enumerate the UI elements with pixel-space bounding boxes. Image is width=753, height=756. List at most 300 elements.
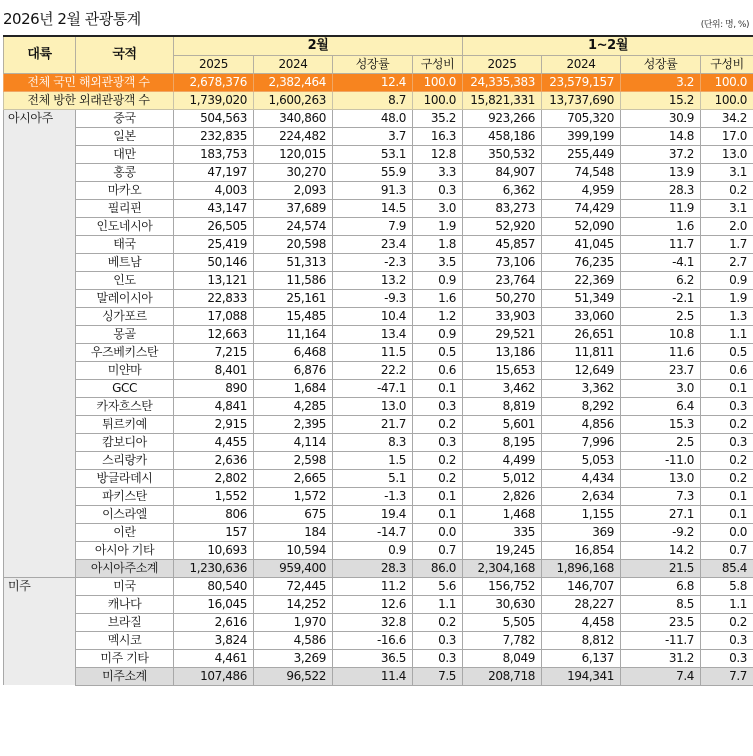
total-label: 전체 방한 외래관광객 수 <box>4 91 174 109</box>
table-row <box>4 433 753 451</box>
value-cell: 4,586 <box>254 631 333 649</box>
value-cell: 7.9 <box>333 217 413 235</box>
country-cell: 멕시코 <box>76 631 174 649</box>
value-cell: 15,485 <box>254 307 333 325</box>
country-cell: 중국 <box>76 109 174 127</box>
value-cell: 5,053 <box>542 451 621 469</box>
value-cell: -4.1 <box>621 253 701 271</box>
value-cell: 1.6 <box>621 217 701 235</box>
value-cell: 3.3 <box>413 163 463 181</box>
value-cell: 24,574 <box>254 217 333 235</box>
country-cell: 미주 기타 <box>76 649 174 667</box>
value-cell: 96,522 <box>254 667 333 685</box>
value-cell: 37.2 <box>621 145 701 163</box>
value-cell: -2.3 <box>333 253 413 271</box>
value-cell: 1,468 <box>463 505 542 523</box>
value-cell: 11.9 <box>621 199 701 217</box>
value-cell: 183,753 <box>174 145 254 163</box>
value-cell: 4,114 <box>254 433 333 451</box>
value-cell: 2,093 <box>254 181 333 199</box>
value-cell: 2,802 <box>174 469 254 487</box>
value-cell: 23.5 <box>621 613 701 631</box>
country-cell: 미얀마 <box>76 361 174 379</box>
value-cell: 6,876 <box>254 361 333 379</box>
value-cell: 3,462 <box>463 379 542 397</box>
region-cell <box>4 199 76 217</box>
region-cell <box>4 325 76 343</box>
region-cell <box>4 667 76 685</box>
table-row <box>4 199 753 217</box>
region-cell <box>4 307 76 325</box>
value-cell: 21.5 <box>621 559 701 577</box>
total-value: 1,600,263 <box>254 91 333 109</box>
value-cell: 10.4 <box>333 307 413 325</box>
value-cell: 0.3 <box>413 181 463 199</box>
country-cell: 아시아 기타 <box>76 541 174 559</box>
value-cell: 28,227 <box>542 595 621 613</box>
region-cell <box>4 541 76 559</box>
table-row <box>4 451 753 469</box>
value-cell: 4,003 <box>174 181 254 199</box>
value-cell: 50,270 <box>463 289 542 307</box>
total-value: 12.4 <box>333 73 413 91</box>
value-cell: 11.7 <box>621 235 701 253</box>
value-cell: 43,147 <box>174 199 254 217</box>
country-cell: 캐나다 <box>76 595 174 613</box>
value-cell: 23,764 <box>463 271 542 289</box>
value-cell: 51,313 <box>254 253 333 271</box>
value-cell: 55.9 <box>333 163 413 181</box>
value-cell: 13,186 <box>463 343 542 361</box>
value-cell: 3.5 <box>413 253 463 271</box>
region-cell <box>4 163 76 181</box>
value-cell: 91.3 <box>333 181 413 199</box>
value-cell: 16,854 <box>542 541 621 559</box>
value-cell: 11.6 <box>621 343 701 361</box>
value-cell: 8,401 <box>174 361 254 379</box>
subtotal-label: 미주소계 <box>76 667 174 685</box>
value-cell: 30.9 <box>621 109 701 127</box>
country-cell: 몽골 <box>76 325 174 343</box>
value-cell: 146,707 <box>542 577 621 595</box>
country-cell: 인도 <box>76 271 174 289</box>
value-cell: 2,826 <box>463 487 542 505</box>
value-cell: 2,616 <box>174 613 254 631</box>
value-cell: 0.2 <box>701 469 753 487</box>
value-cell: 13.0 <box>333 397 413 415</box>
subheader-month-3: 구성비 <box>413 55 463 73</box>
total-value: 2,382,464 <box>254 73 333 91</box>
country-cell: 필리핀 <box>76 199 174 217</box>
value-cell: 17,088 <box>174 307 254 325</box>
value-cell: 5,012 <box>463 469 542 487</box>
region-cell: 아시아주 <box>4 109 76 127</box>
country-cell: 파키스탄 <box>76 487 174 505</box>
value-cell: 0.7 <box>413 541 463 559</box>
value-cell: 7.3 <box>621 487 701 505</box>
value-cell: 7.7 <box>701 667 753 685</box>
value-cell: 6,362 <box>463 181 542 199</box>
value-cell: 224,482 <box>254 127 333 145</box>
subheader-month-0: 2025 <box>174 55 254 73</box>
region-cell <box>4 217 76 235</box>
value-cell: 11.4 <box>333 667 413 685</box>
country-cell: 캄보디아 <box>76 433 174 451</box>
value-cell: 6.4 <box>621 397 701 415</box>
total-value: 15,821,331 <box>463 91 542 109</box>
value-cell: 0.5 <box>701 343 753 361</box>
value-cell: 0.2 <box>701 451 753 469</box>
total-outbound-korean-row <box>4 73 753 91</box>
value-cell: 14.5 <box>333 199 413 217</box>
region-cell <box>4 631 76 649</box>
value-cell: 0.2 <box>701 613 753 631</box>
country-cell: 일본 <box>76 127 174 145</box>
region-cell <box>4 379 76 397</box>
value-cell: 0.2 <box>413 613 463 631</box>
value-cell: 2,598 <box>254 451 333 469</box>
value-cell: 0.1 <box>701 505 753 523</box>
value-cell: 30,630 <box>463 595 542 613</box>
value-cell: 3,824 <box>174 631 254 649</box>
value-cell: 14.8 <box>621 127 701 145</box>
subheader-cumulative-5: 2024 <box>542 55 621 73</box>
value-cell: 26,651 <box>542 325 621 343</box>
value-cell: 22,833 <box>174 289 254 307</box>
value-cell: 52,090 <box>542 217 621 235</box>
value-cell: 11,586 <box>254 271 333 289</box>
value-cell: 208,718 <box>463 667 542 685</box>
region-cell <box>4 559 76 577</box>
table-row <box>4 397 753 415</box>
value-cell: 4,285 <box>254 397 333 415</box>
value-cell: 8,292 <box>542 397 621 415</box>
table-row <box>4 649 753 667</box>
value-cell: 22,369 <box>542 271 621 289</box>
value-cell: 0.1 <box>701 379 753 397</box>
total-value: 23,579,157 <box>542 73 621 91</box>
country-cell: 말레이시아 <box>76 289 174 307</box>
table-row <box>4 325 753 343</box>
value-cell: 17.0 <box>701 127 753 145</box>
value-cell: 1.9 <box>413 217 463 235</box>
value-cell: 1,896,168 <box>542 559 621 577</box>
total-value: 15.2 <box>621 91 701 109</box>
total-value: 100.0 <box>413 73 463 91</box>
region-cell: 미주 <box>4 577 76 595</box>
value-cell: 4,499 <box>463 451 542 469</box>
value-cell: 13,121 <box>174 271 254 289</box>
value-cell: 4,455 <box>174 433 254 451</box>
value-cell: 1.1 <box>701 325 753 343</box>
value-cell: 41,045 <box>542 235 621 253</box>
value-cell: 232,835 <box>174 127 254 145</box>
table-row <box>4 469 753 487</box>
value-cell: 504,563 <box>174 109 254 127</box>
value-cell: 45,857 <box>463 235 542 253</box>
value-cell: 36.5 <box>333 649 413 667</box>
value-cell: 2.0 <box>701 217 753 235</box>
value-cell: 705,320 <box>542 109 621 127</box>
value-cell: 0.3 <box>701 433 753 451</box>
value-cell: 10.8 <box>621 325 701 343</box>
value-cell: 74,548 <box>542 163 621 181</box>
subtotal-label: 아시아주소계 <box>76 559 174 577</box>
value-cell: 3.1 <box>701 199 753 217</box>
value-cell: 25,419 <box>174 235 254 253</box>
value-cell: 0.9 <box>333 541 413 559</box>
value-cell: 6,137 <box>542 649 621 667</box>
value-cell: 7,782 <box>463 631 542 649</box>
region-cell <box>4 505 76 523</box>
value-cell: 10,594 <box>254 541 333 559</box>
header-country: 국적 <box>76 36 174 73</box>
value-cell: 1.2 <box>413 307 463 325</box>
value-cell: 15,653 <box>463 361 542 379</box>
value-cell: 7,996 <box>542 433 621 451</box>
value-cell: 6.8 <box>621 577 701 595</box>
table-row <box>4 361 753 379</box>
value-cell: 107,486 <box>174 667 254 685</box>
region-cell <box>4 145 76 163</box>
country-cell: 우즈베키스탄 <box>76 343 174 361</box>
value-cell: 12,649 <box>542 361 621 379</box>
table-row <box>4 307 753 325</box>
table-row <box>4 577 753 595</box>
total-value: 8.7 <box>333 91 413 109</box>
country-cell: 이란 <box>76 523 174 541</box>
table-body <box>4 73 753 685</box>
value-cell: 30,270 <box>254 163 333 181</box>
subheader-month-2: 성장률 <box>333 55 413 73</box>
value-cell: 76,235 <box>542 253 621 271</box>
value-cell: 72,445 <box>254 577 333 595</box>
value-cell: 11.5 <box>333 343 413 361</box>
region-cell <box>4 235 76 253</box>
table-row <box>4 541 753 559</box>
region-cell <box>4 253 76 271</box>
value-cell: -11.0 <box>621 451 701 469</box>
table-row <box>4 631 753 649</box>
total-value: 2,678,376 <box>174 73 254 91</box>
value-cell: 0.2 <box>701 415 753 433</box>
value-cell: 4,458 <box>542 613 621 631</box>
region-cell <box>4 127 76 145</box>
value-cell: 2,665 <box>254 469 333 487</box>
value-cell: 2,304,168 <box>463 559 542 577</box>
value-cell: 2,915 <box>174 415 254 433</box>
country-cell: 대만 <box>76 145 174 163</box>
value-cell: 0.2 <box>701 181 753 199</box>
total-inbound-foreign-row <box>4 91 753 109</box>
value-cell: 84,907 <box>463 163 542 181</box>
country-cell: 태국 <box>76 235 174 253</box>
value-cell: 12,663 <box>174 325 254 343</box>
value-cell: 32.8 <box>333 613 413 631</box>
subheader-cumulative-6: 성장률 <box>621 55 701 73</box>
value-cell: 53.1 <box>333 145 413 163</box>
value-cell: 0.2 <box>413 451 463 469</box>
subheader-cumulative-4: 2025 <box>463 55 542 73</box>
country-cell: 방글라데시 <box>76 469 174 487</box>
country-cell: 브라질 <box>76 613 174 631</box>
value-cell: 47,197 <box>174 163 254 181</box>
value-cell: 0.0 <box>701 523 753 541</box>
value-cell: 26,505 <box>174 217 254 235</box>
value-cell: 0.0 <box>413 523 463 541</box>
header-group-month: 2월 <box>174 36 463 55</box>
value-cell: 7.4 <box>621 667 701 685</box>
value-cell: 0.1 <box>413 379 463 397</box>
value-cell: 4,461 <box>174 649 254 667</box>
region-cell <box>4 451 76 469</box>
total-value: 100.0 <box>701 73 753 91</box>
value-cell: 1.7 <box>701 235 753 253</box>
table-row <box>4 253 753 271</box>
value-cell: 0.1 <box>413 505 463 523</box>
table-row <box>4 523 753 541</box>
value-cell: 0.3 <box>701 649 753 667</box>
country-cell: 이스라엘 <box>76 505 174 523</box>
value-cell: 11,164 <box>254 325 333 343</box>
country-cell: 마카오 <box>76 181 174 199</box>
value-cell: 1.1 <box>413 595 463 613</box>
value-cell: 0.2 <box>413 415 463 433</box>
total-value: 100.0 <box>413 91 463 109</box>
value-cell: 74,429 <box>542 199 621 217</box>
region-cell <box>4 361 76 379</box>
value-cell: 6.2 <box>621 271 701 289</box>
value-cell: 52,920 <box>463 217 542 235</box>
value-cell: 14.2 <box>621 541 701 559</box>
table-row <box>4 595 753 613</box>
value-cell: 8,819 <box>463 397 542 415</box>
value-cell: 0.1 <box>413 487 463 505</box>
value-cell: 13.0 <box>621 469 701 487</box>
value-cell: 73,106 <box>463 253 542 271</box>
value-cell: 8.5 <box>621 595 701 613</box>
value-cell: 1.9 <box>701 289 753 307</box>
tourism-stats-table <box>3 35 753 686</box>
total-value: 100.0 <box>701 91 753 109</box>
value-cell: 1.3 <box>701 307 753 325</box>
value-cell: 11.2 <box>333 577 413 595</box>
value-cell: 16,045 <box>174 595 254 613</box>
value-cell: 1,572 <box>254 487 333 505</box>
value-cell: 156,752 <box>463 577 542 595</box>
value-cell: 194,341 <box>542 667 621 685</box>
value-cell: 335 <box>463 523 542 541</box>
value-cell: 806 <box>174 505 254 523</box>
region-cell <box>4 613 76 631</box>
table-row <box>4 235 753 253</box>
value-cell: 13.2 <box>333 271 413 289</box>
value-cell: 1,155 <box>542 505 621 523</box>
value-cell: 2,395 <box>254 415 333 433</box>
value-cell: 1,552 <box>174 487 254 505</box>
region-cell <box>4 433 76 451</box>
value-cell: 5.6 <box>413 577 463 595</box>
total-label: 전체 국민 해외관광객 수 <box>4 73 174 91</box>
value-cell: 1.1 <box>701 595 753 613</box>
value-cell: 11,811 <box>542 343 621 361</box>
value-cell: 1,970 <box>254 613 333 631</box>
table-row <box>4 163 753 181</box>
table-row <box>4 487 753 505</box>
region-cell <box>4 289 76 307</box>
value-cell: 19,245 <box>463 541 542 559</box>
value-cell: 29,521 <box>463 325 542 343</box>
value-cell: 890 <box>174 379 254 397</box>
country-cell: 베트남 <box>76 253 174 271</box>
subheader-cumulative-7: 구성비 <box>701 55 753 73</box>
value-cell: 0.2 <box>413 469 463 487</box>
value-cell: -16.6 <box>333 631 413 649</box>
value-cell: 0.9 <box>701 271 753 289</box>
region-cell <box>4 343 76 361</box>
value-cell: 0.3 <box>413 433 463 451</box>
value-cell: 959,400 <box>254 559 333 577</box>
value-cell: 35.2 <box>413 109 463 127</box>
value-cell: 2,634 <box>542 487 621 505</box>
table-row <box>4 343 753 361</box>
value-cell: -11.7 <box>621 631 701 649</box>
value-cell: 0.7 <box>701 541 753 559</box>
value-cell: 86.0 <box>413 559 463 577</box>
header-group-cumulative: 1~2월 <box>463 36 753 55</box>
value-cell: 13.0 <box>701 145 753 163</box>
table-row <box>4 505 753 523</box>
country-cell: 미국 <box>76 577 174 595</box>
value-cell: 3.0 <box>413 199 463 217</box>
header-region: 대륙 <box>4 36 76 73</box>
value-cell: 28.3 <box>333 559 413 577</box>
value-cell: -14.7 <box>333 523 413 541</box>
value-cell: 4,841 <box>174 397 254 415</box>
value-cell: 27.1 <box>621 505 701 523</box>
value-cell: 1.6 <box>413 289 463 307</box>
value-cell: 25,161 <box>254 289 333 307</box>
value-cell: 0.5 <box>413 343 463 361</box>
country-cell: 스리랑카 <box>76 451 174 469</box>
value-cell: 4,856 <box>542 415 621 433</box>
value-cell: 7,215 <box>174 343 254 361</box>
region-cell <box>4 271 76 289</box>
country-cell: GCC <box>76 379 174 397</box>
subtotal-row <box>4 667 753 685</box>
table-row <box>4 145 753 163</box>
value-cell: 0.6 <box>413 361 463 379</box>
unit-label: (단위: 명, %) <box>700 20 749 30</box>
table-row <box>4 415 753 433</box>
value-cell: 1.8 <box>413 235 463 253</box>
country-cell: 홍콩 <box>76 163 174 181</box>
country-cell: 인도네시아 <box>76 217 174 235</box>
total-value: 24,335,383 <box>463 73 542 91</box>
value-cell: 255,449 <box>542 145 621 163</box>
value-cell: 48.0 <box>333 109 413 127</box>
value-cell: 120,015 <box>254 145 333 163</box>
value-cell: 157 <box>174 523 254 541</box>
table-row <box>4 127 753 145</box>
value-cell: 0.6 <box>701 361 753 379</box>
value-cell: 80,540 <box>174 577 254 595</box>
value-cell: 28.3 <box>621 181 701 199</box>
value-cell: 3.0 <box>621 379 701 397</box>
value-cell: 83,273 <box>463 199 542 217</box>
value-cell: 31.2 <box>621 649 701 667</box>
value-cell: 51,349 <box>542 289 621 307</box>
